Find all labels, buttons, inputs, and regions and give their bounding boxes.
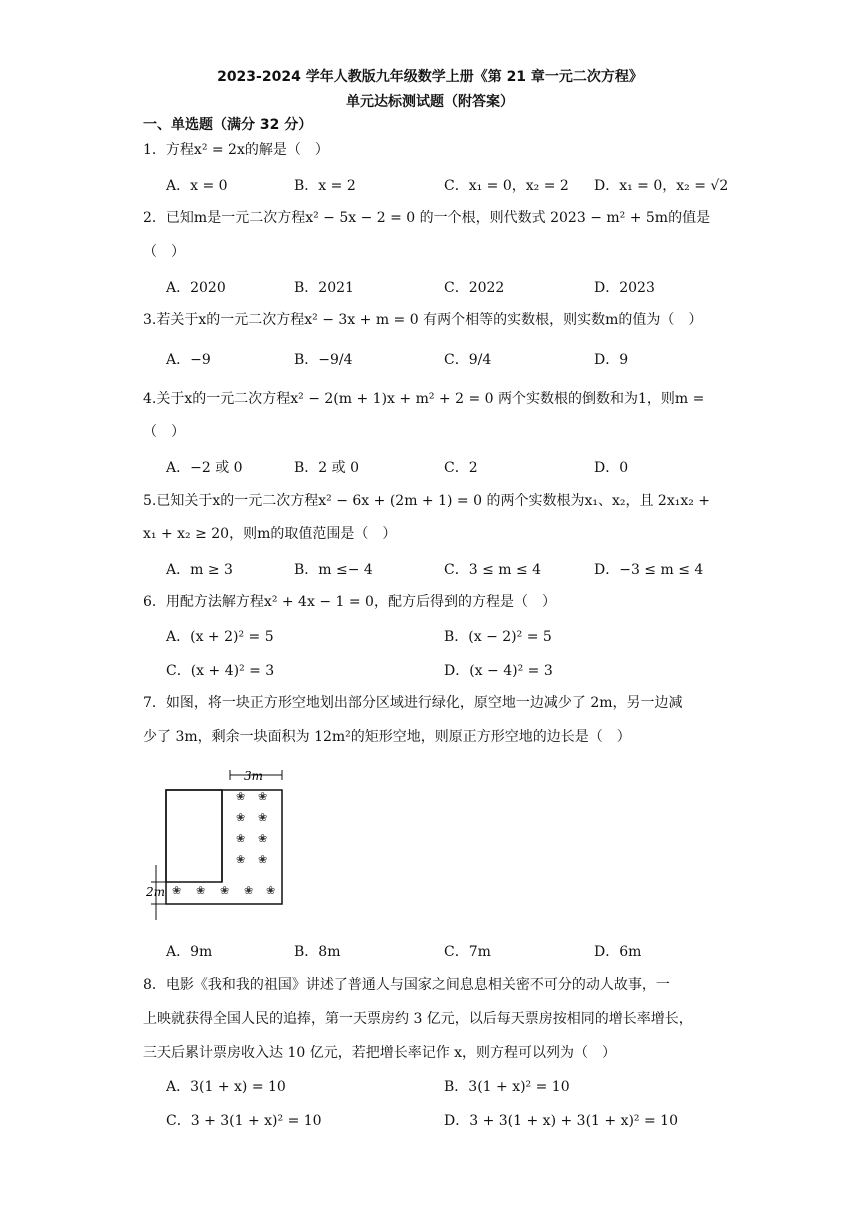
option-3d: D．9: [594, 352, 629, 368]
option-2b: B．2021: [294, 280, 354, 296]
flower-icon: ❀: [172, 884, 182, 897]
question-number: 4.: [143, 391, 157, 407]
option-5d: D．−3 ≤ m ≤ 4: [594, 562, 704, 578]
question-text: 方程x² = 2x的解是（ ）: [165, 142, 329, 158]
option-4b: B．2 或 0: [294, 460, 360, 476]
option-6b: B．(x − 2)² = 5: [444, 629, 552, 645]
option-2a: A．2020: [166, 280, 226, 296]
option-1d: D．x₁ = 0，x₂ = √2: [594, 178, 729, 194]
question-text: 关于x的一元二次方程x² − 2(m + 1)x + m² + 2 = 0 两个实数根的倒数和为1，则m =: [156, 391, 705, 407]
question-number: 6．: [143, 594, 166, 610]
option-1a: A．x = 0: [166, 178, 228, 194]
option-3c: C．9/4: [444, 352, 492, 368]
flower-icon: ❀: [258, 853, 268, 866]
option-5c: C．3 ≤ m ≤ 4: [444, 562, 542, 578]
flower-icon: ❀: [236, 853, 246, 866]
question-number: 3.: [143, 312, 157, 328]
question-number: 7．: [143, 695, 166, 711]
question-text: 已知关于x的一元二次方程x² − 6x + (2m + 1) = 0 的两个实数根为x₁、x₂，且 2x₁x₂ +: [156, 493, 711, 509]
flower-icon: ❀: [258, 790, 268, 803]
question-text: 如图，将一块正方形空地划出部分区域进行绿化，原空地一边减少了 2m，另一边减: [165, 695, 683, 711]
question-text: 若关于x的一元二次方程x² − 3x + m = 0 有两个相等的实数根，则实数m的值为（ ）: [156, 312, 703, 328]
flower-icon: ❀: [196, 884, 206, 897]
flower-icon: ❀: [266, 884, 276, 897]
flower-icon: ❀: [258, 832, 268, 845]
question-5-cont: x₁ + x₂ ≥ 20，则m的取值范围是（ ）: [143, 526, 397, 542]
question-number: 8．: [143, 977, 166, 993]
option-4a: A．−2 或 0: [166, 460, 243, 476]
label-3m: 3m: [244, 770, 264, 783]
doc-title-line1: 2023-2024 学年人教版九年级数学上册《第 21 章一元二次方程》: [217, 69, 643, 85]
flower-icon: ❀: [236, 811, 246, 824]
flower-icon: ❀: [244, 884, 254, 897]
option-5a: A．m ≥ 3: [166, 562, 233, 578]
option-4c: C．2: [444, 460, 478, 476]
question-text: 已知m是一元二次方程x² − 5x − 2 = 0 的一个根，则代数式 2023 − m² + 5m的值是: [165, 210, 711, 226]
option-2c: C．2022: [444, 280, 505, 296]
question-7-cont: 少了 3m，剩余一块面积为 12m²的矩形空地，则原正方形空地的边长是（ ）: [143, 729, 631, 745]
flower-icon: ❀: [236, 790, 246, 803]
question-1: [143, 140, 718, 160]
option-1c: C．x₁ = 0，x₂ = 2: [444, 178, 569, 194]
flower-icon: ❀: [220, 884, 230, 897]
section-heading: 一、单选题（满分 32 分）: [143, 117, 313, 133]
flower-icon: ❀: [258, 811, 268, 824]
question-number: 1．: [143, 142, 166, 158]
question-2: [143, 208, 718, 228]
square-plot-figure: [146, 770, 296, 920]
option-7a: A．9m: [166, 944, 213, 960]
option-2d: D．2023: [594, 280, 655, 296]
question-5: [143, 491, 718, 511]
option-5b: B．m ≤− 4: [294, 562, 373, 578]
question-8: [143, 975, 718, 995]
question-number: 2．: [143, 210, 166, 226]
option-6d: D．(x − 4)² = 3: [444, 663, 553, 679]
option-8b: B．3(1 + x)² = 10: [444, 1079, 570, 1095]
option-7d: D．6m: [594, 944, 642, 960]
question-text: 电影《我和我的祖国》讲述了普通人与国家之间息息相关密不可分的动人故事，一: [165, 977, 670, 993]
option-7b: B．8m: [294, 944, 341, 960]
question-text: 用配方法解方程x² + 4x − 1 = 0，配方后得到的方程是（ ）: [165, 594, 556, 610]
question-6: [143, 592, 718, 612]
option-7c: C．7m: [444, 944, 491, 960]
question-8-cont2: 三天后累计票房收入达 10 亿元，若把增长率记作 x，则方程可以列为（ ）: [143, 1045, 617, 1061]
option-8d: D．3 + 3(1 + x) + 3(1 + x)² = 10: [444, 1113, 678, 1129]
option-4d: D．0: [594, 460, 629, 476]
question-2-cont: （ ）: [143, 244, 185, 260]
question-4-cont: （ ）: [143, 424, 185, 440]
question-3: [143, 310, 718, 330]
question-4: [143, 389, 718, 409]
option-6a: A．(x + 2)² = 5: [166, 629, 274, 645]
option-3a: A．−9: [166, 352, 211, 368]
option-8a: A．3(1 + x) = 10: [166, 1079, 286, 1095]
question-8-cont: 上映就获得全国人民的追捧，第一天票房约 3 亿元，以后每天票房按相同的增长率增长，: [143, 1011, 693, 1027]
question-7: [143, 693, 718, 713]
option-3b: B．−9/4: [294, 352, 353, 368]
option-8c: C．3 + 3(1 + x)² = 10: [166, 1113, 322, 1129]
flower-icon: ❀: [236, 832, 246, 845]
label-2m: 2m: [146, 885, 166, 899]
question-number: 5.: [143, 493, 157, 509]
option-6c: C．(x + 4)² = 3: [166, 663, 275, 679]
flower-pattern: [172, 790, 275, 897]
doc-title-line2: 单元达标测试题（附答案）: [346, 94, 514, 110]
option-1b: B．x = 2: [294, 178, 356, 194]
remaining-rectangle: [166, 790, 222, 882]
